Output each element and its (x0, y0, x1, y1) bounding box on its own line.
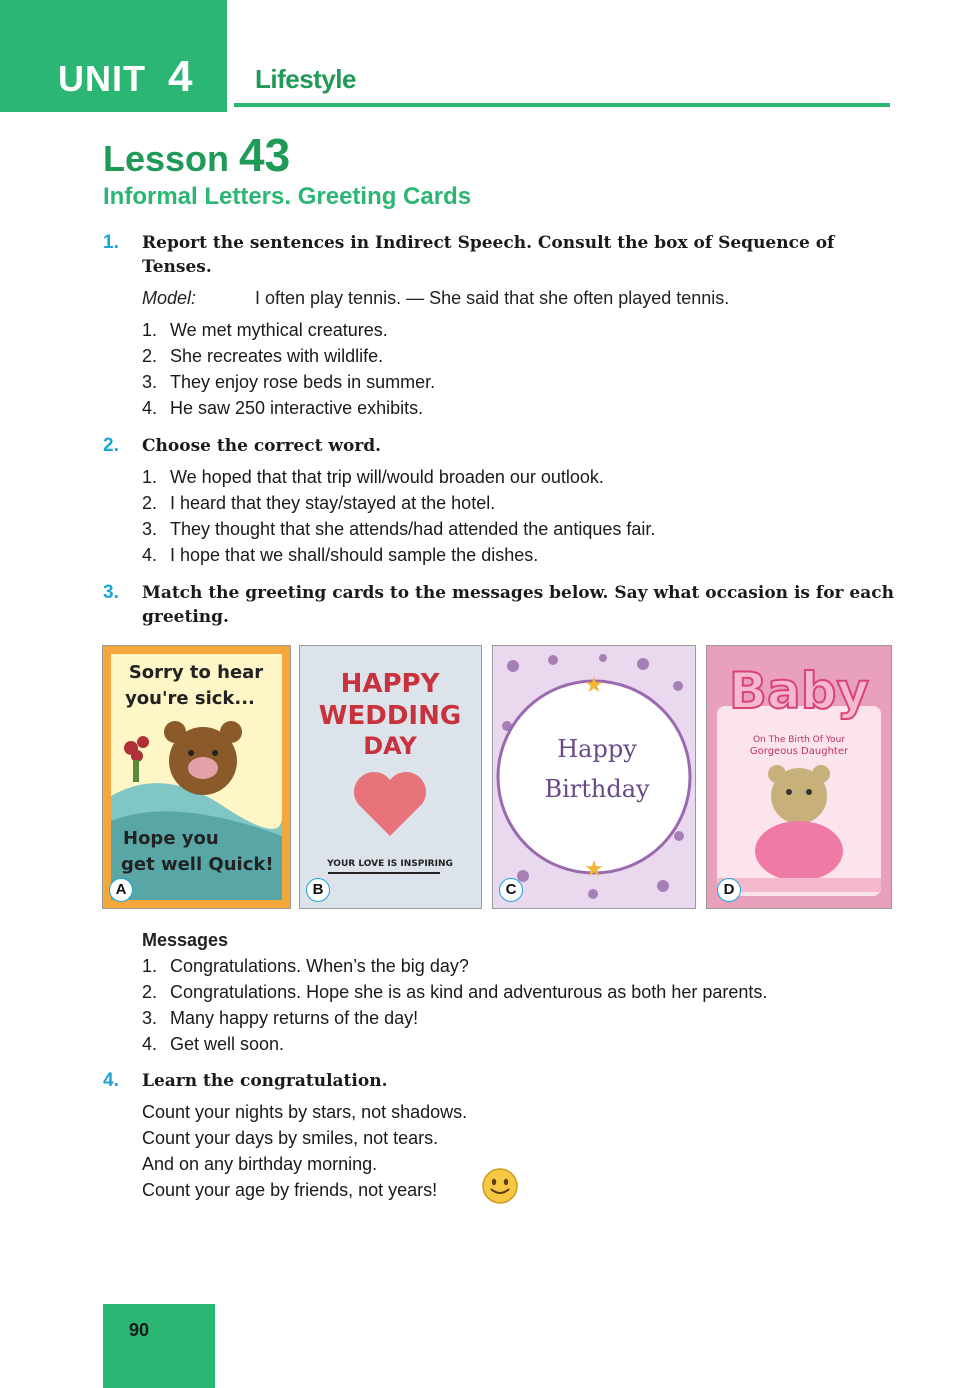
card-c-line-1: Happy (557, 735, 637, 763)
lesson-title (103, 128, 290, 182)
card-c-line-2: Birthday (544, 775, 650, 803)
card-a-text-4: get well Quick! (121, 854, 274, 875)
unit-label: UNIT (58, 58, 146, 99)
poem-line: Count your days by smiles, not tears. (142, 1128, 439, 1148)
exercise-4-instruction: Learn the congratulation. (142, 1071, 388, 1091)
card-letter-a: A (109, 878, 133, 902)
header-divider (234, 103, 890, 107)
exercise-2-instruction: Choose the correct word. (142, 436, 382, 456)
exercise-2-number: 2. (103, 435, 119, 456)
list-item: 3. They thought that she attends/had attended the antiques fair. (142, 519, 656, 539)
greeting-card-d (706, 645, 892, 909)
card-letter-b: B (306, 878, 330, 902)
greeting-card-c (492, 645, 696, 909)
wedding-card-illustration (300, 646, 481, 908)
card-b-line-1: HAPPY (340, 669, 440, 699)
lesson-number: 43 (239, 129, 291, 181)
exercise-1-instruction: Report the sentences in Indirect Speech. Consult the box of Sequence of Tenses. (142, 233, 835, 277)
unit-badge (0, 0, 227, 112)
card-b-line-2: WEDDING (318, 701, 462, 731)
list-item: 4. Get well soon. (142, 1034, 285, 1054)
heart-icon (354, 772, 426, 836)
birthday-card-illustration (493, 646, 695, 908)
page-number-box (103, 1304, 215, 1388)
unit-title: Lifestyle (255, 64, 356, 94)
card-letter-c: C (499, 878, 523, 902)
card-d-title: Baby (728, 662, 870, 720)
list-item: 3. They enjoy rose beds in summer. (142, 372, 436, 392)
exercise-1-number: 1. (103, 232, 119, 253)
list-item: 2. She recreates with wildlife. (142, 346, 384, 366)
get-well-card-illustration (103, 646, 290, 908)
card-a-text-1: Sorry to hear (128, 662, 264, 683)
model-text: I often play tennis. — She said that she often played tennis. (255, 288, 730, 308)
page-number: 90 (129, 1320, 150, 1340)
card-a-text-2: you're sick... (125, 688, 255, 709)
exercise-4-number: 4. (103, 1070, 119, 1091)
poem-line: Count your age by friends, not years! (142, 1180, 438, 1200)
greeting-card-b (299, 645, 482, 909)
list-item: 4. He saw 250 interactive exhibits. (142, 398, 424, 418)
lesson-word: Lesson (103, 138, 230, 179)
card-b-line-3: DAY (363, 732, 417, 760)
unit-number: 4 (168, 52, 193, 101)
exercise-3-number: 3. (103, 582, 119, 603)
card-d-sub-1: On The Birth Of Your (752, 735, 846, 745)
messages-heading: Messages (142, 930, 229, 950)
card-a-text-3: Hope you (123, 828, 219, 849)
poem-line: And on any birthday morning. (142, 1154, 378, 1174)
model-label: Model: (142, 288, 197, 308)
list-item: 4. I hope that we shall/should sample the dishes. (142, 545, 539, 565)
list-item: 1. Congratulations. When’s the big day? (142, 956, 469, 976)
list-item: 2. Congratulations. Hope she is as kind and adventurous as both her parents. (142, 982, 768, 1002)
list-item: 1. We hoped that that trip will/would broaden our outlook. (142, 467, 604, 487)
card-letter-d: D (717, 878, 741, 902)
star-icon: ★ (584, 672, 604, 697)
list-item: 2. I heard that they stay/stayed at the hotel. (142, 493, 496, 513)
lesson-subtitle: Informal Letters. Greeting Cards (103, 183, 472, 210)
poem-line: Count your nights by stars, not shadows. (142, 1102, 468, 1122)
star-icon: ★ (584, 856, 604, 881)
greeting-card-a (102, 645, 291, 909)
card-d-sub-2: Gorgeous Daughter (749, 746, 849, 757)
card-b-footer: YOUR LOVE IS INSPIRING (327, 859, 453, 869)
list-item: 1. We met mythical creatures. (142, 320, 388, 340)
baby-card-illustration (707, 646, 891, 908)
list-item: 3. Many happy returns of the day! (142, 1008, 419, 1028)
smiley-icon (481, 1167, 519, 1205)
exercise-3-instruction: Match the greeting cards to the messages below. Say what occasion is for each greeting. (142, 583, 894, 627)
